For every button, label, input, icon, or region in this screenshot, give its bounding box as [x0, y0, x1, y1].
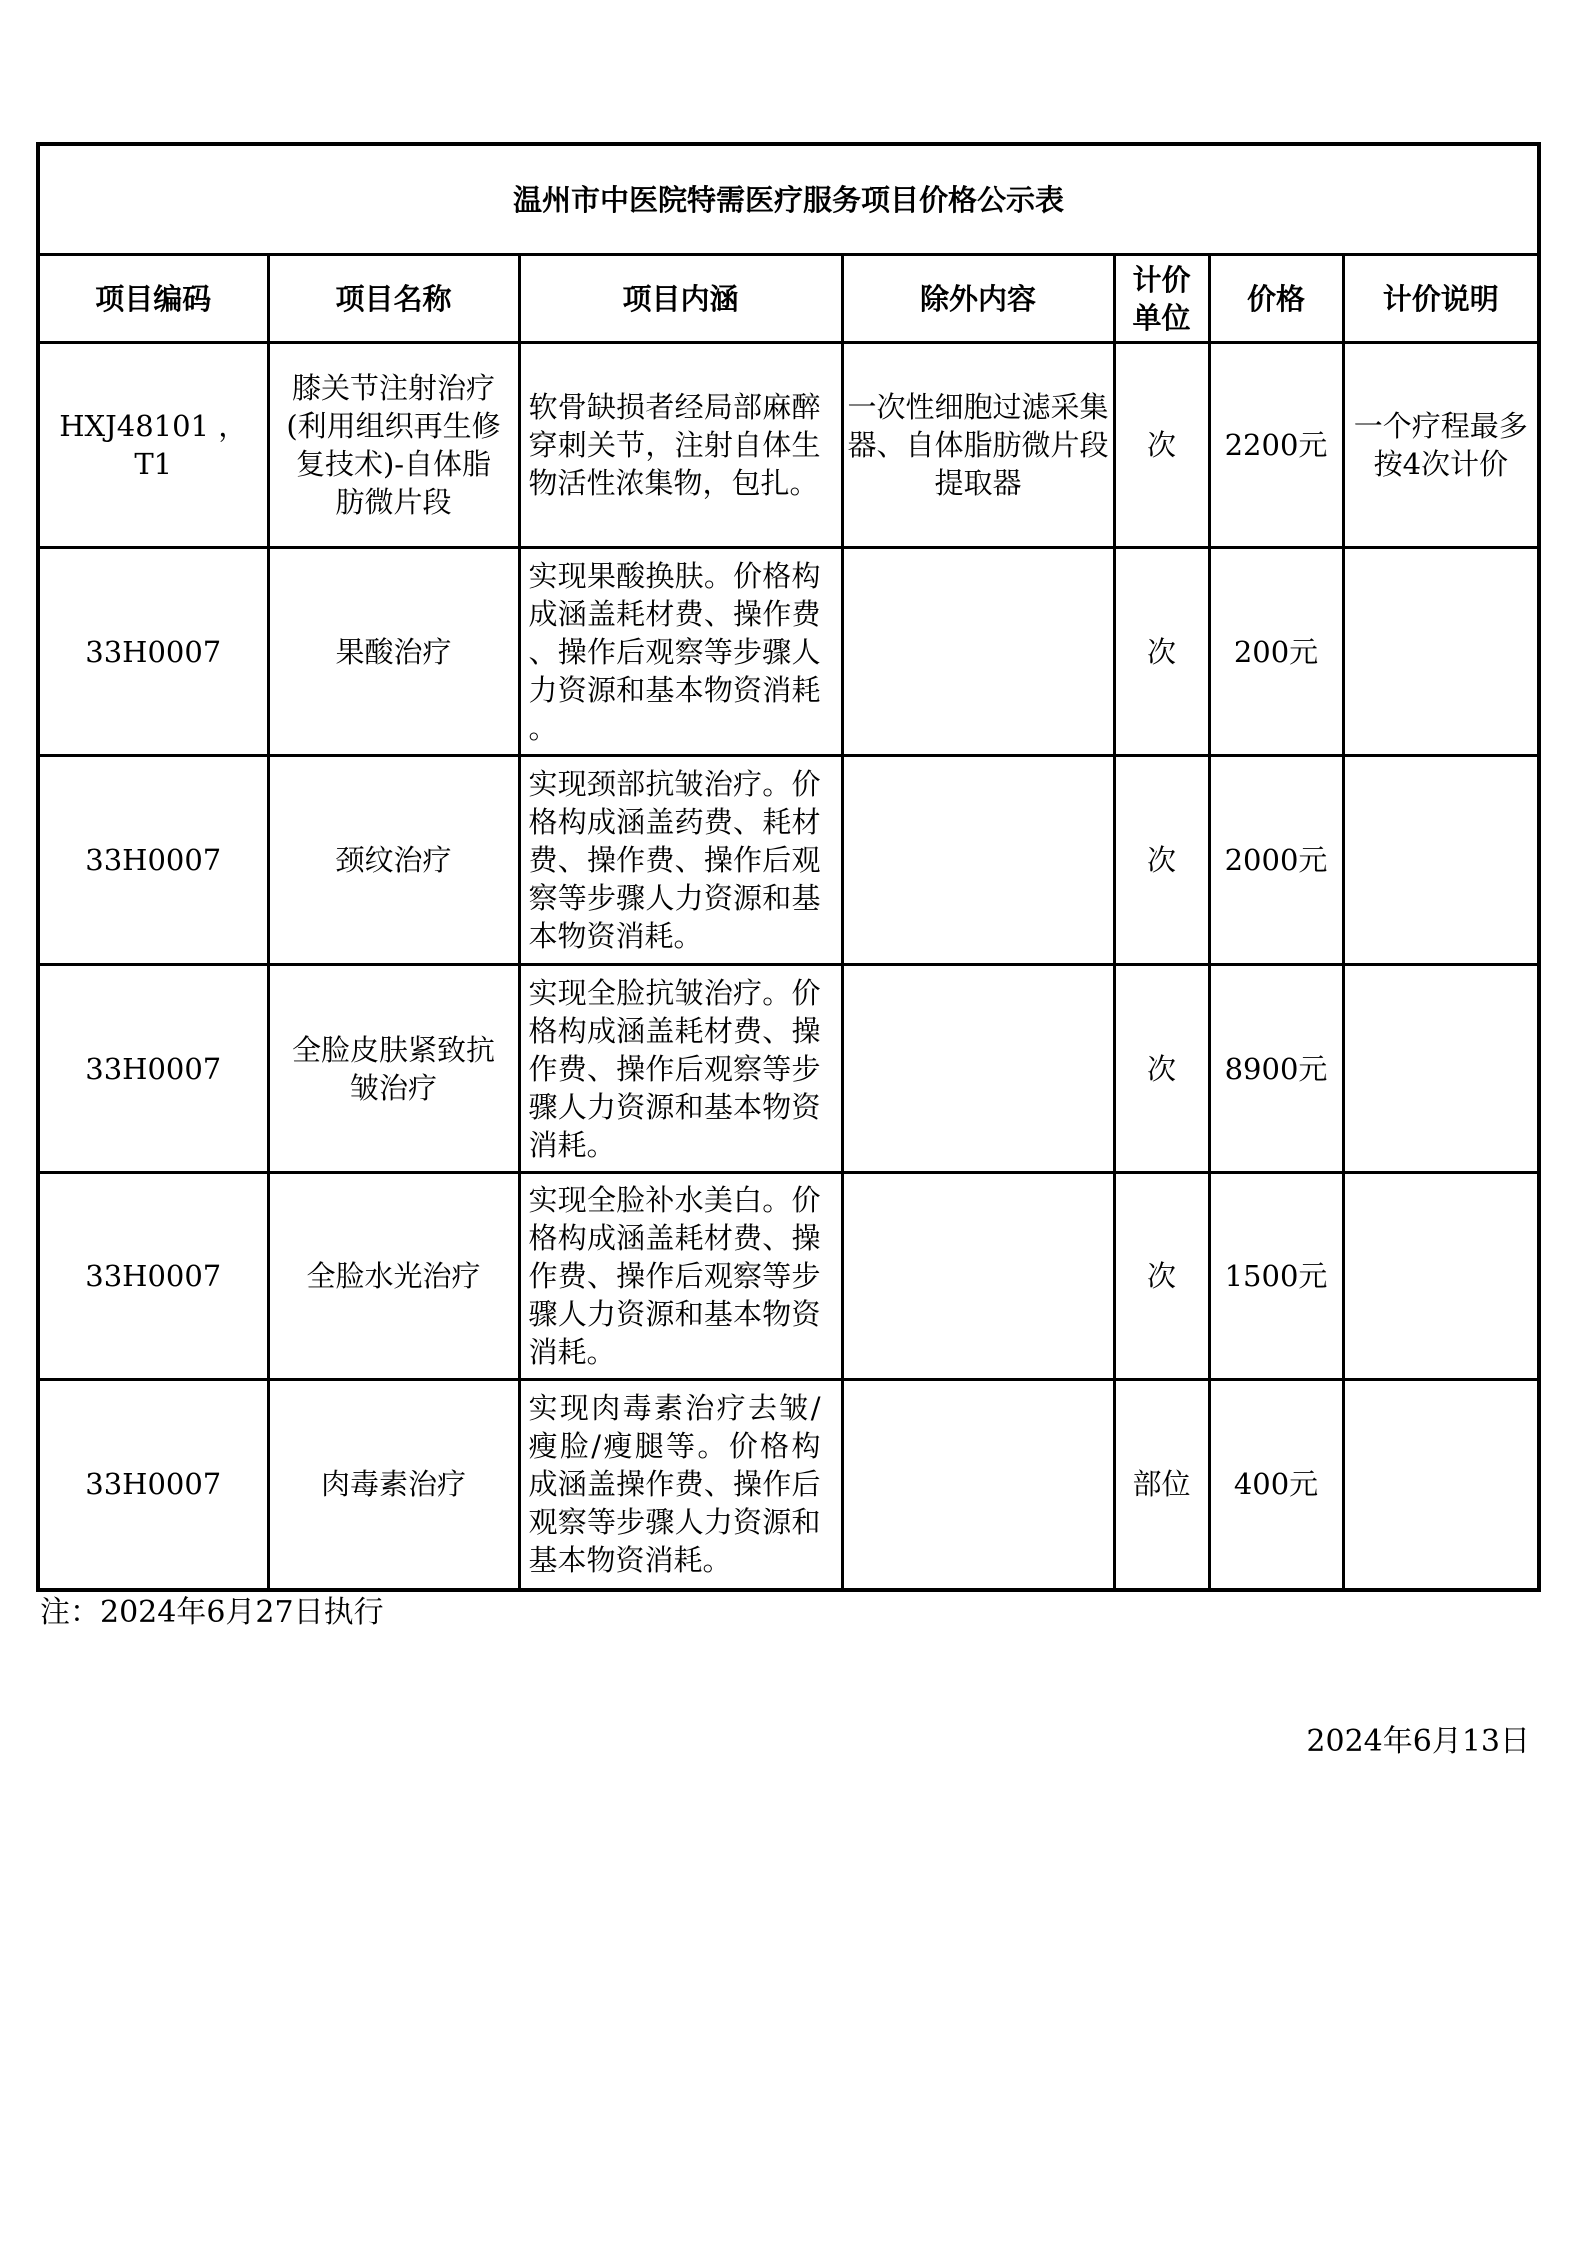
- page-title: 温州市中医院特需医疗服务项目价格公示表: [38, 144, 1539, 255]
- cell-excluded-content: [842, 756, 1114, 965]
- cell-project-name: 肉毒素治疗: [268, 1380, 519, 1590]
- table-row: [38, 756, 1539, 965]
- cell-pricing-note: [1343, 965, 1539, 1173]
- cell-project-content: 实现全脸补水美白。价格构成涵盖耗材费、操作费、操作后观察等步骤人力资源和基本物资消耗。: [519, 1173, 842, 1380]
- cell-project-name: 全脸皮肤紧致抗皱治疗: [268, 965, 519, 1173]
- table-row: [38, 1380, 1539, 1590]
- cell-pricing-unit: 次: [1114, 756, 1209, 965]
- col-header-pricing-note: 计价说明: [1343, 255, 1539, 343]
- cell-pricing-unit: 部位: [1114, 1380, 1209, 1590]
- cell-project-code: 33H0007: [38, 965, 268, 1173]
- col-header-project-content: 项目内涵: [519, 255, 842, 343]
- cell-project-content: 实现颈部抗皱治疗。价格构成涵盖药费、耗材费、操作费、操作后观察等步骤人力资源和基本物资消耗。: [519, 756, 842, 965]
- col-header-price: 价格: [1209, 255, 1343, 343]
- cell-excluded-content: [842, 1173, 1114, 1380]
- cell-project-code: HXJ48101 ，T1: [38, 343, 268, 548]
- cell-project-code: 33H0007: [38, 548, 268, 756]
- table-header-row: [38, 255, 1539, 343]
- cell-price: 2200元: [1209, 343, 1343, 548]
- cell-project-content: 实现全脸抗皱治疗。价格构成涵盖耗材费、操作费、操作后观察等步骤人力资源和基本物资消耗。: [519, 965, 842, 1173]
- cell-project-content: 实现肉毒素治疗去皱/瘦脸/瘦腿等。价格构成涵盖操作费、操作后观察等步骤人力资源和基本物资消耗。: [519, 1380, 842, 1590]
- cell-excluded-content: [842, 1380, 1114, 1590]
- cell-pricing-note: [1343, 756, 1539, 965]
- cell-price: 200元: [1209, 548, 1343, 756]
- cell-project-name: 颈纹治疗: [268, 756, 519, 965]
- col-header-project-code: 项目编码: [38, 255, 268, 343]
- table-row: [38, 965, 1539, 1173]
- cell-pricing-note: [1343, 548, 1539, 756]
- cell-project-code: 33H0007: [38, 1380, 268, 1590]
- cell-pricing-unit: 次: [1114, 343, 1209, 548]
- cell-price: 8900元: [1209, 965, 1343, 1173]
- cell-pricing-unit: 次: [1114, 965, 1209, 1173]
- cell-project-name: 全脸水光治疗: [268, 1173, 519, 1380]
- cell-project-code: 33H0007: [38, 756, 268, 965]
- cell-excluded-content: [842, 965, 1114, 1173]
- cell-project-content: 软骨缺损者经局部麻醉穿刺关节，注射自体生物活性浓集物，包扎。: [519, 343, 842, 548]
- cell-project-code: 33H0007: [38, 1173, 268, 1380]
- cell-pricing-unit: 次: [1114, 1173, 1209, 1380]
- col-header-excluded-content: 除外内容: [842, 255, 1114, 343]
- cell-pricing-note: [1343, 1380, 1539, 1590]
- effective-date-note: 注：2024年6月27日执行: [40, 1595, 384, 1630]
- title-row: [38, 144, 1539, 255]
- price-table: [36, 142, 1541, 1592]
- cell-project-name: 膝关节注射治疗(利用组织再生修复技术)-自体脂肪微片段: [268, 343, 519, 548]
- cell-price: 2000元: [1209, 756, 1343, 965]
- cell-pricing-unit: 次: [1114, 548, 1209, 756]
- col-header-pricing-unit: 计价单位: [1114, 255, 1209, 343]
- col-header-project-name: 项目名称: [268, 255, 519, 343]
- table-row: [38, 343, 1539, 548]
- document-date: 2024年6月13日: [1306, 1724, 1530, 1759]
- cell-pricing-note: [1343, 1173, 1539, 1380]
- cell-price: 400元: [1209, 1380, 1343, 1590]
- table-row: [38, 1173, 1539, 1380]
- cell-project-name: 果酸治疗: [268, 548, 519, 756]
- cell-excluded-content: 一次性细胞过滤采集器、自体脂肪微片段提取器: [842, 343, 1114, 548]
- table-row: [38, 548, 1539, 756]
- cell-price: 1500元: [1209, 1173, 1343, 1380]
- cell-excluded-content: [842, 548, 1114, 756]
- cell-project-content: 实现果酸换肤。价格构成涵盖耗材费、操作费、操作后观察等步骤人力资源和基本物资消耗。: [519, 548, 842, 756]
- cell-pricing-note: 一个疗程最多按4次计价: [1343, 343, 1539, 548]
